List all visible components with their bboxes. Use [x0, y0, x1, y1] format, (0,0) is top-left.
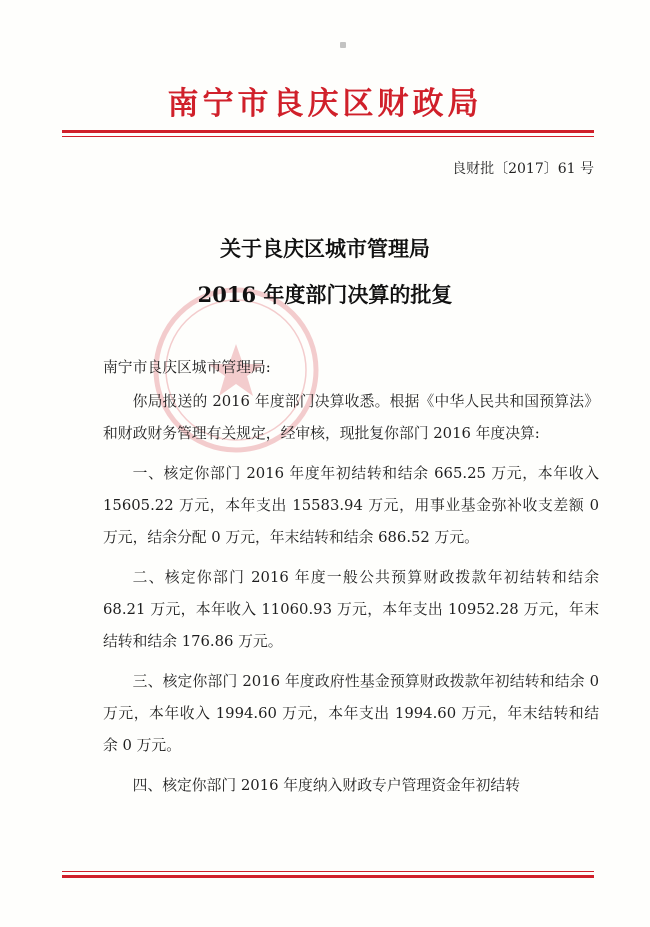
body-paragraph-1: 一、核定你部门 2016 年度年初结转和结余 665.25 万元，本年收入 15605.22 万元，本年支出 15583.94 万元，用事业基金弥补收支差额 0 万元，结余分配 0 万元，年末结转和结余 686.52 万元。 [103, 465, 599, 546]
body-paragraph-intro: 你局报送的 2016 年度部门决算收悉。根据《中华人民共和国预算法》和财政财务管理有关规定，经审核，现批复你部门 2016 年度决算: [103, 393, 599, 442]
document-title-line1: 关于良庆区城市管理局 [220, 236, 430, 261]
footer-rules [62, 871, 594, 878]
salutation: 南宁市良庆区城市管理局: [103, 359, 271, 376]
header-red-rule-thin [62, 136, 594, 137]
header-red-rule-thick [62, 130, 594, 133]
document-title-line2: 2016 年度部门决算的批复 [197, 282, 453, 307]
document-number: 良财批〔2017〕61 号 [452, 161, 594, 177]
body-paragraph-2: 二、核定你部门 2016 年度一般公共预算财政拨款年初结转和结余 68.21 万元，本年收入 11060.93 万元，本年支出 10952.28 万元，年末结转和结余 176.86 万元。 [103, 569, 599, 650]
scan-speck [340, 42, 346, 48]
footer-red-rule-thin [62, 871, 594, 872]
body-paragraph-4: 四、核定你部门 2016 年度纳入财政专户管理资金年初结转 [132, 777, 520, 794]
document-body [103, 352, 599, 810]
body-paragraph-3: 三、核定你部门 2016 年度政府性基金预算财政拨款年初结转和结余 0 万元，本年收入 1994.60 万元，本年支出 1994.60 万元，年末结转和结余 0 万元。 [103, 673, 599, 754]
footer-red-rule-thick [62, 875, 594, 878]
issuer-header: 南宁市良庆区财政局 [167, 86, 483, 122]
